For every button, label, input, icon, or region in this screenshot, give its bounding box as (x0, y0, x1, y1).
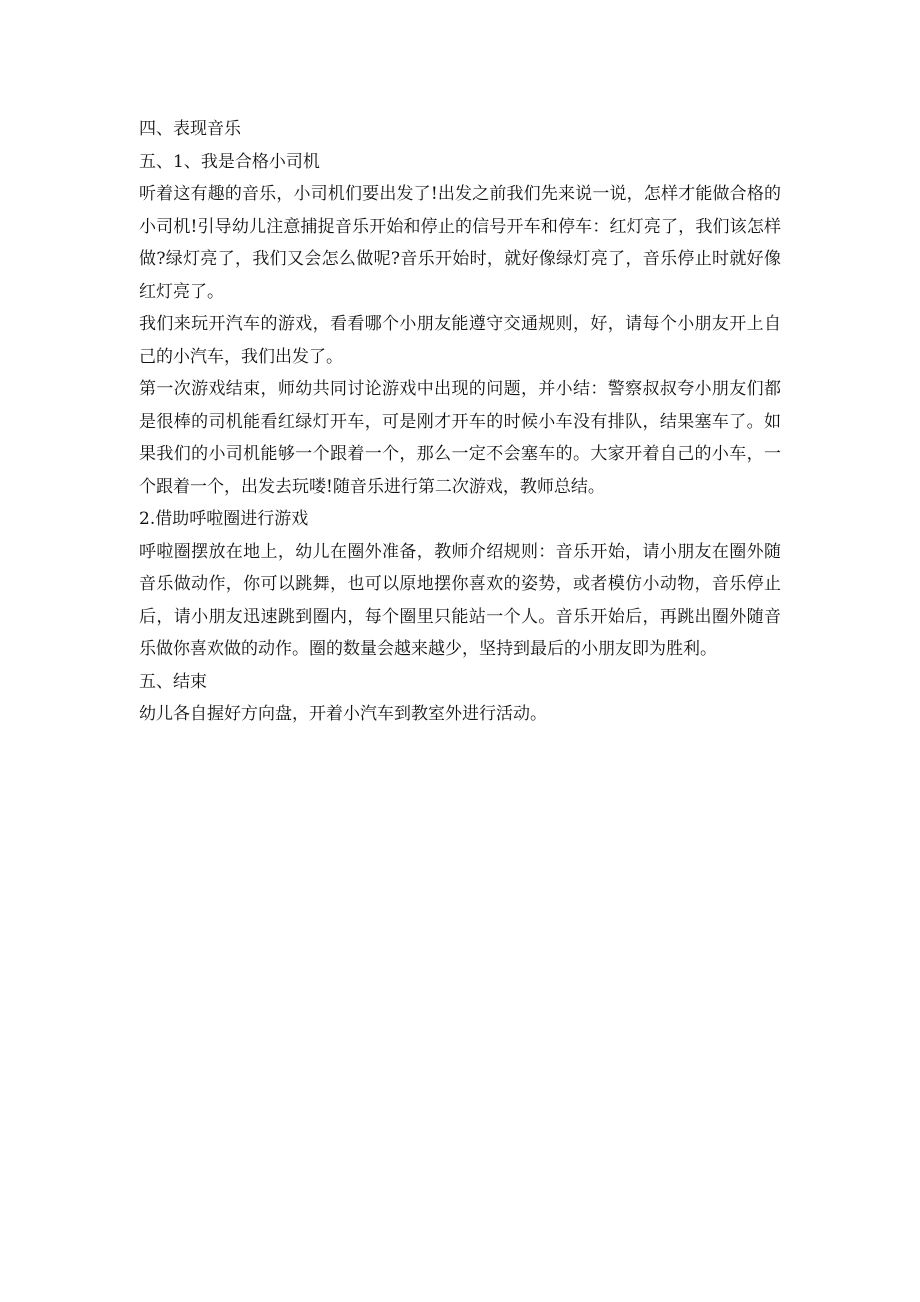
paragraph-car-game: 我们来玩开汽车的游戏，看看哪个小朋友能遵守交通规则，好，请每个小朋友开上自己的小汽车，我们出发了。 (139, 314, 781, 367)
paragraph-first-game-summary: 第一次游戏结束，师幼共同讨论游戏中出现的问题，并小结：警察叔叔夸小朋友们都是很棒的司机能看红绿灯开车，可是刚才开车的时候小车没有排队，结果塞车了。如果我们的小司机能够一个跟着一个，那么一定不会塞车的。大家开着自己的小车，一个跟着一个，出发去玩喽!随音乐进行第二次游戏，教师总结。 (139, 379, 781, 497)
paragraph-music-intro: 听着这有趣的音乐，小司机们要出发了!出发之前我们先来说一说，怎样才能做合格的小司机!引导幼儿注意捕捉音乐开始和停止的信号开车和停车：红灯亮了，我们该怎样做?绿灯亮了，我们又会怎么做呢?音乐开始时，就好像绿灯亮了，音乐停止时就好像红灯亮了。 (139, 184, 781, 302)
heading-ending: 五、结束 (139, 671, 207, 692)
document-body (139, 113, 781, 731)
paragraph-ending: 幼儿各自握好方向盘，开着小汽车到教室外进行活动。 (139, 704, 547, 724)
heading-section-5-item-1: 五、1、我是合格小司机 (139, 151, 320, 172)
paragraph-hula-hoop-rules: 呼啦圈摆放在地上，幼儿在圈外准备，教师介绍规则：音乐开始，请小朋友在圈外随音乐做动作，你可以跳舞，也可以原地摆你喜欢的姿势，或者模仿小动物，音乐停止后，请小朋友迅速跳到圈内，每个圈里只能站一个人。音乐开始后，再跳出圈外随音乐做你喜欢做的动作。圈的数量会越来越少，坚持到最后的小朋友即为胜利。 (139, 541, 781, 659)
heading-hula-hoop-game: 2.借助呼啦圈进行游戏 (139, 509, 309, 529)
heading-section-4: 四、表现音乐 (139, 119, 241, 139)
